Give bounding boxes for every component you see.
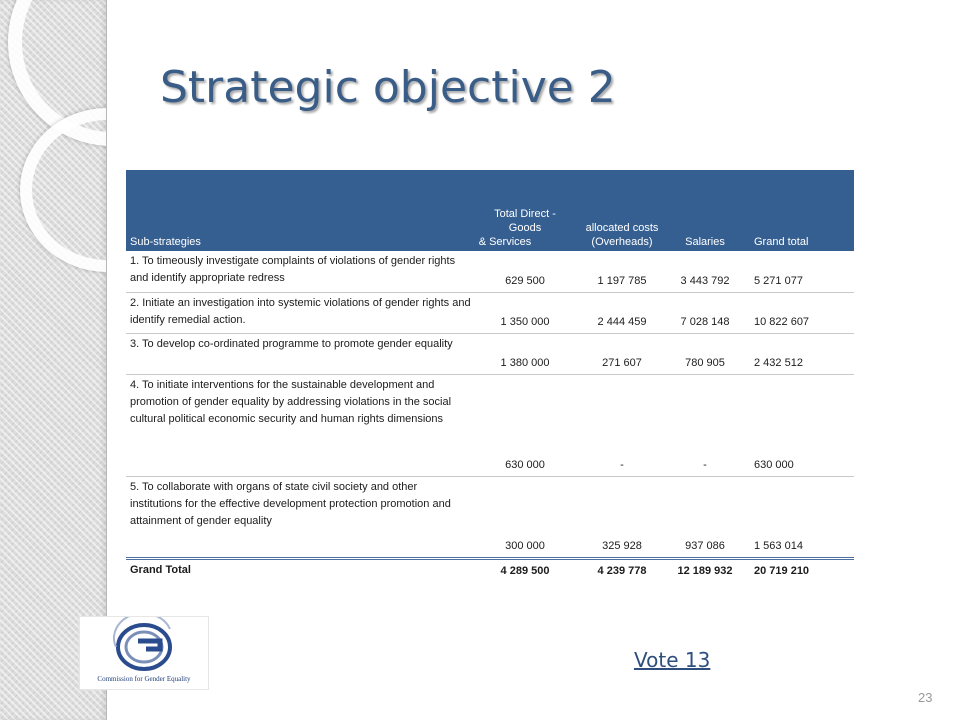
cell-salaries: 937 086 (670, 476, 740, 558)
logo-caption: Commission for Gender Equality (97, 675, 191, 683)
table-row (126, 292, 854, 333)
cell-grand-total: 630 000 (740, 374, 854, 476)
budget-table (126, 170, 854, 582)
cell-allocated: - (574, 374, 670, 476)
decorative-rings (0, 0, 106, 720)
header-allocated-costs (574, 170, 670, 251)
row-label: 2. Initiate an investigation into systemic violations of gender rights and identify remedial action. (126, 292, 476, 333)
table-row (126, 476, 854, 558)
header-sub-strategies: Sub-strategies (130, 236, 201, 248)
cell-allocated: 325 928 (574, 476, 670, 558)
row-label: 1. To timeously investigate complaints of violations of gender rights and identify appropriate redress (126, 251, 476, 292)
cell-allocated: 1 197 785 (574, 251, 670, 292)
header-allocated-line2: (Overheads) (591, 236, 653, 248)
header-total-direct-line2: & Services (478, 236, 532, 248)
decorative-side-panel (0, 0, 107, 720)
cell-salaries: 780 905 (670, 333, 740, 374)
table-row (126, 251, 854, 292)
cge-logo (79, 616, 209, 690)
row-label: 3. To develop co-ordinated programme to promote gender equality (126, 333, 476, 374)
slide-title: Strategic objective 2 (160, 62, 616, 113)
row-label: 4. To initiate interventions for the sustainable development and promotion of gender equality by addressing violations in the social cultural political economic security and human rights dimensions (126, 374, 476, 476)
cell-allocated: 2 444 459 (574, 292, 670, 333)
cell-direct: 1 380 000 (476, 333, 574, 374)
total-salaries: 12 189 932 (677, 565, 733, 577)
header-allocated-line1: allocated costs (585, 222, 659, 234)
cge-logo-icon (80, 617, 208, 677)
table-header-row (126, 170, 854, 251)
grand-total-row (126, 558, 854, 582)
header-total-direct-line1: Total Direct - Goods (494, 208, 556, 234)
header-salaries: Salaries (685, 236, 725, 248)
cell-salaries: 7 028 148 (670, 292, 740, 333)
table-row (126, 333, 854, 374)
cell-grand-total: 10 822 607 (740, 292, 854, 333)
cell-direct: 1 350 000 (476, 292, 574, 333)
total-allocated: 4 239 778 (597, 565, 647, 577)
cell-grand-total: 1 563 014 (740, 476, 854, 558)
page-number: 23 (918, 690, 933, 705)
cell-direct: 629 500 (476, 251, 574, 292)
header-grand-total: Grand total (754, 236, 809, 248)
total-grand-total: 20 719 210 (754, 565, 810, 577)
header-total-direct (476, 170, 574, 251)
cell-salaries: 3 443 792 (670, 251, 740, 292)
cell-direct: 300 000 (476, 476, 574, 558)
cell-salaries: - (670, 374, 740, 476)
total-direct: 4 289 500 (500, 565, 550, 577)
table-row (126, 374, 854, 476)
decorative-ring-middle (20, 108, 106, 272)
cell-allocated: 271 607 (574, 333, 670, 374)
grand-total-label: Grand Total (130, 563, 191, 576)
vote-label: Vote 13 (634, 648, 711, 672)
cell-direct: 630 000 (476, 374, 574, 476)
cell-grand-total: 5 271 077 (740, 251, 854, 292)
cell-grand-total: 2 432 512 (740, 333, 854, 374)
row-label: 5. To collaborate with organs of state civil society and other institutions for the effective development protection promotion and attainment of gender equality (126, 476, 476, 558)
